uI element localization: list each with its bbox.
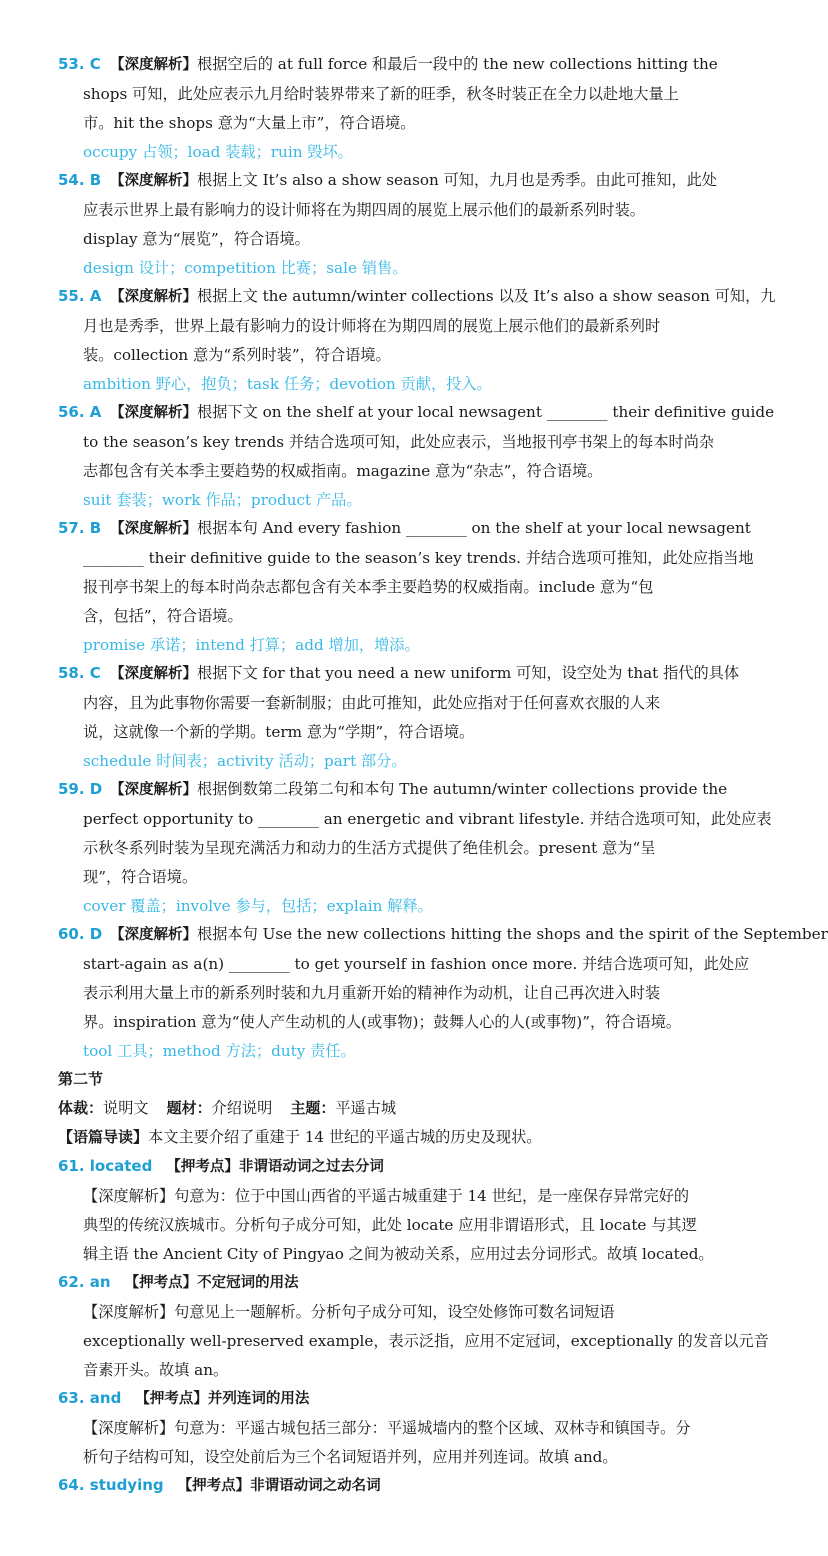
analysis-text: 志都包含有关本季主要趋势的权威指南。magazine 意为“杂志”，符合语境。 [83,462,603,480]
test-point: 【押考点】并列连词的用法 [135,1391,310,1407]
answer-line [58,659,748,689]
option-glosses: occupy 占领；load 装载；ruin 毁坏。 [83,143,353,161]
analysis-tag: 【深度解析】 [110,666,197,682]
analysis-text: 根据本句 And every fashion ________ on the shelf at your local newsagent [197,519,751,537]
fill-analysis: 辑主语 the Ancient City of Pingyao 之间为被动关系，应用过去分词形式。故填 located。 [83,1245,714,1263]
reading-guide [58,1123,748,1152]
analysis-text: 表示利用大量上市的新系列时装和九月重新开始的精神作为动机，让自己再次进入时装 [83,984,661,1002]
section-meta [58,1094,748,1123]
answer-line [58,514,751,544]
guide-label: 【语篇导读】 [58,1128,149,1146]
analysis-text: 根据上文 the autumn/winter collections 以及 It’s also a show season 可知，九 [197,287,776,305]
fill-answer: 64. studying [58,1476,164,1494]
analysis-text: 装。collection 意为“系列时装”，符合语境。 [83,346,391,364]
test-point: 【押考点】非谓语动词之过去分词 [166,1159,384,1175]
section-header [58,1065,748,1152]
answer-item [58,50,748,167]
fill-analysis: 【深度解析】句意为：位于中国山西省的平遥古城重建于 14 世纪，是一座保存异常完好的 [83,1187,690,1205]
fill-item [58,1384,748,1472]
analysis-text: display 意为“展览”，符合语境。 [83,230,310,248]
fill-answer: 62. an [58,1273,111,1291]
analysis-tag: 【深度解析】 [110,782,197,798]
analysis-text: 月也是秀季，世界上最有影响力的设计师将在为期四周的展览上展示他们的最新系列时 [83,317,661,335]
fill-answer: 61. located [58,1157,153,1175]
option-glosses: suit 套装；work 作品；product 产品。 [83,491,362,509]
analysis-text: 示秋冬系列时装为呈现充满活力和动力的生活方式提供了绝佳机会。present 意为“呈 [83,839,656,857]
analysis-text: 现”，符合语境。 [83,868,198,886]
meta-topic: 介绍说明 [211,1099,273,1117]
answer-number: 58. C [58,664,101,682]
answer-number: 55. A [58,287,102,305]
analysis-tag: 【深度解析】 [110,173,197,189]
answer-item [58,659,748,776]
option-glosses: design 设计；competition 比赛；sale 销售。 [83,259,408,277]
answer-item [58,775,772,921]
analysis-tag: 【深度解析】 [110,521,197,537]
answer-line [58,282,776,312]
answer-number: 56. A [58,403,102,421]
analysis-text: 根据倒数第二段第二句和本句 The autumn/winter collections provide the [197,780,728,798]
analysis-tag: 【深度解析】 [110,57,197,73]
analysis-text: 根据空后的 at full force 和最后一段中的 the new collections hitting the [197,55,718,73]
meta-genre-label: 体裁： [58,1099,104,1117]
analysis-text: start-again as a(n) ________ to get yourself in fashion once more. 并结合选项可知，此处应 [83,955,750,973]
fill-item [58,1268,769,1385]
fill-head [58,1471,748,1501]
fill-item [58,1152,748,1269]
analysis-text: ________ their definitive guide to the season’s key trends. 并结合选项可推知，此处应指当地 [83,549,754,567]
answer-item [58,514,754,660]
analysis-tag: 【深度解析】 [110,927,197,943]
answer-number: 53. C [58,55,101,73]
section-heading: 第二节 [58,1070,104,1088]
answer-item [58,166,748,283]
option-glosses: promise 承诺；intend 打算；add 增加，增添。 [83,636,420,654]
analysis-text: 应表示世界上最有影响力的设计师将在为期四周的展览上展示他们的最新系列时装。 [83,201,645,219]
option-glosses: tool 工具；method 方法；duty 责任。 [83,1042,356,1060]
answer-line [58,398,775,428]
fill-analysis: 典型的传统汉族城市。分析句子成分可知，此处 locate 应用非谓语形式，且 locate 与其逻 [83,1216,697,1234]
answer-line [58,166,748,196]
fill-analysis: 【深度解析】句意见上一题解析。分析句子成分可知，设空处修饰可数名词短语 [83,1303,615,1321]
analysis-text: 根据上文 It’s also a show season 可知，九月也是秀季。由此可推知，此处 [197,171,717,189]
fill-analysis: 析句子结构可知，设空处前后为三个名词短语并列，应用并列连词。故填 and。 [83,1448,618,1466]
analysis-text: 根据下文 for that you need a new uniform 可知，设空处为 that 指代的具体 [197,664,740,682]
answer-item [58,920,828,1066]
answer-number: 59. D [58,780,103,798]
fill-item [58,1471,748,1501]
meta-genre: 说明文 [103,1099,149,1117]
option-glosses: ambition 野心，抱负；task 任务；devotion 贡献，投入。 [83,375,492,393]
fill-analysis: exceptionally well-preserved example，表示泛指，应用不定冠词，exceptionally 的发音以元音 [83,1332,769,1350]
analysis-text: 界。inspiration 意为“使人产生动机的人(或事物)；鼓舞人心的人(或事物)”，符合语境。 [83,1013,682,1031]
analysis-text: to the season’s key trends 并结合选项可知，此处应表示，当地报刊亭书架上的每本时尚杂 [83,433,715,451]
meta-theme-label: 主题： [290,1099,336,1117]
answer-number: 57. B [58,519,102,537]
answer-line [58,775,748,805]
analysis-text: 报刊亭书架上的每本时尚杂志都包含有关本季主要趋势的权威指南。include 意为“包 [83,578,654,596]
answer-number: 60. D [58,925,103,943]
test-point: 【押考点】不定冠词的用法 [124,1275,299,1291]
analysis-text: shops 可知，此处应表示九月给时装界带来了新的旺季，秋冬时装正在全力以赴地大量上 [83,85,679,103]
analysis-text: 根据下文 on the shelf at your local newsagent ________ their definitive guide [197,403,775,421]
meta-theme: 平遥古城 [335,1099,397,1117]
fill-head [58,1268,748,1298]
guide-text: 本文主要介绍了重建于 14 世纪的平遥古城的历史及现状。 [148,1128,542,1146]
fill-answer: 63. and [58,1389,122,1407]
analysis-text: 内容，且为此事物你需要一套新制服；由此可推知，此处应指对于任何喜欢衣服的人来 [83,694,661,712]
option-glosses: schedule 时间表；activity 活动；part 部分。 [83,752,407,770]
analysis-text: perfect opportunity to ________ an energetic and vibrant lifestyle. 并结合选项可知，此处应表 [83,810,772,828]
answer-item [58,398,775,515]
fill-analysis: 音素开头。故填 an。 [83,1361,229,1379]
test-point: 【押考点】非谓语动词之动名词 [177,1478,381,1494]
answer-line [58,920,828,950]
analysis-tag: 【深度解析】 [110,289,197,305]
answer-line [58,50,748,80]
fill-analysis: 【深度解析】句意为：平遥古城包括三部分：平遥城墙内的整个区域、双林寺和镇国寺。分 [83,1419,691,1437]
fill-head [58,1384,748,1414]
analysis-tag: 【深度解析】 [110,405,197,421]
meta-topic-label: 题材： [166,1099,212,1117]
analysis-text: 市。hit the shops 意为“大量上市”，符合语境。 [83,114,416,132]
analysis-text: 根据本句 Use the new collections hitting the shops and the spirit of the September [197,925,828,943]
analysis-text: 含，包括”，符合语境。 [83,607,243,625]
analysis-text: 说，这就像一个新的学期。term 意为“学期”，符合语境。 [83,723,475,741]
answer-number: 54. B [58,171,102,189]
fill-head [58,1152,748,1182]
option-glosses: cover 覆盖；involve 参与，包括；explain 解释。 [83,897,433,915]
answer-item [58,282,776,399]
